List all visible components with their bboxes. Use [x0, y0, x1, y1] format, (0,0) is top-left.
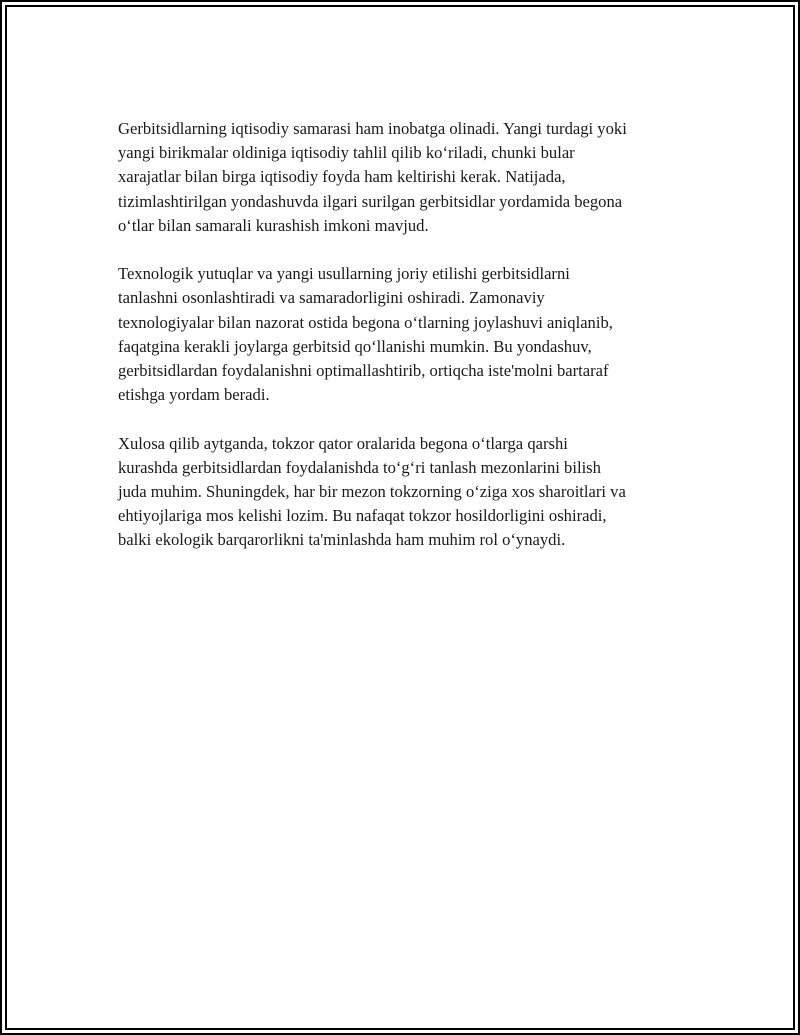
text-line: etishga yordam beradi.	[118, 385, 270, 405]
text-line: gerbitsidlardan foydalanishni optimallashtirib, ortiqcha iste'molni bartaraf	[118, 361, 609, 381]
text-line: balki ekologik barqarorlikni ta'minlashda ham muhim rol o‘ynaydi.	[118, 530, 566, 550]
paragraph-conclusion	[118, 432, 698, 553]
document-body	[118, 117, 698, 577]
text-line: juda muhim. Shuningdek, har bir mezon tokzorning o‘ziga xos sharoitlari va	[118, 482, 626, 502]
text-line: texnologiyalar bilan nazorat ostida begona o‘tlarning joylashuvi aniqlanib,	[118, 312, 613, 332]
text-line: kurashda gerbitsidlardan foydalanishda to‘g‘ri tanlash mezonlarini bilish	[118, 457, 601, 477]
text-line: Gerbitsidlarning iqtisodiy samarasi ham inobatga olinadi. Yangi turdagi yoki	[118, 119, 627, 138]
text-line: tanlashni osonlashtiradi va samaradorligini oshiradi. Zamonaviy	[118, 288, 545, 308]
text-line: yangi birikmalar oldiniga iqtisodiy tahlil qilib ko‘riladi, chunki bular	[118, 143, 575, 163]
text-line: ehtiyojlariga mos kelishi lozim. Bu nafaqat tokzor hosildorligini oshiradi,	[118, 506, 607, 526]
text-line: tizimlashtirilgan yondashuvda ilgari surilgan gerbitsidlar yordamida begona	[118, 191, 623, 211]
text-line: xarajatlar bilan birga iqtisodiy foyda ham keltirishi kerak. Natijada,	[118, 167, 566, 187]
paragraph-economic-efficiency	[118, 117, 698, 238]
text-line: o‘tlar bilan samarali kurashish imkoni mavjud.	[118, 215, 429, 235]
text-line: faqatgina kerakli joylarga gerbitsid qo‘llanishi mumkin. Bu yondashuv,	[118, 336, 592, 356]
text-line: Xulosa qilib aytganda, tokzor qator oralarida begona o‘tlarga qarshi	[118, 433, 568, 453]
text-line: Texnologik yutuqlar va yangi usullarning joriy etilishi gerbitsidlarni	[118, 264, 570, 284]
paragraph-technology	[118, 262, 698, 407]
